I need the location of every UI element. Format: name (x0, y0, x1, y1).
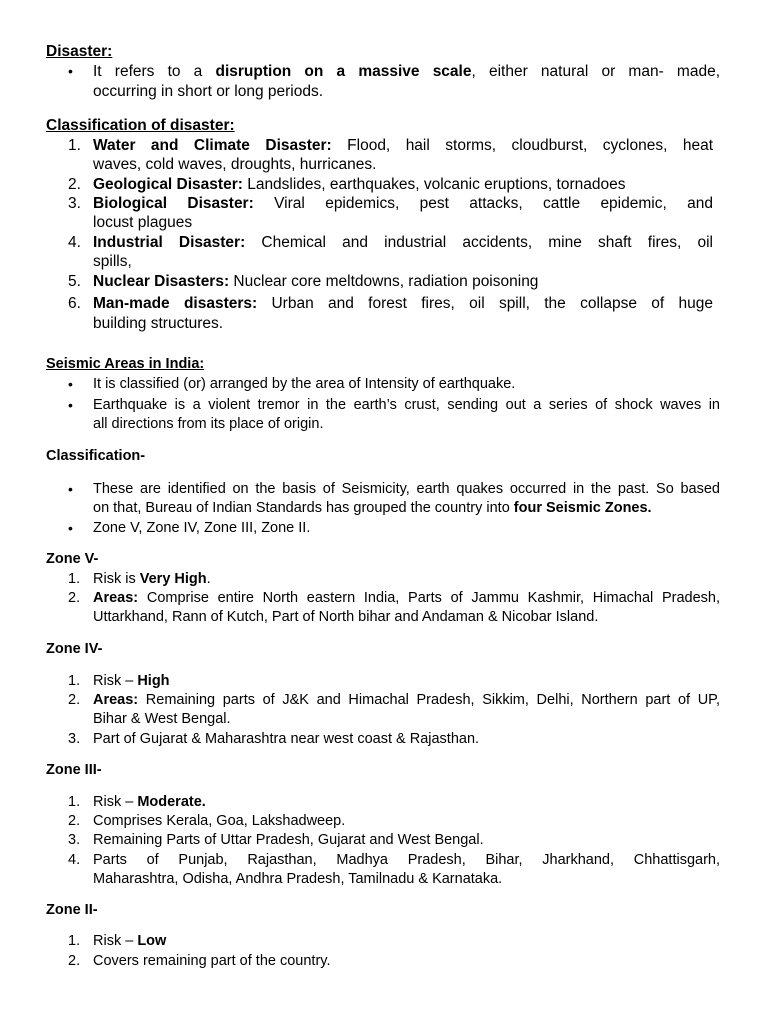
seismic-bullet-2-line1: Earthquake is a violent tremor in the earth’s crust, sending out a series of shock waves in (93, 397, 720, 413)
zone-iii-risk: Risk – Moderate. (93, 794, 206, 810)
zone-iii-item-4-line1: Parts of Punjab, Rajasthan, Madhya Pradesh, Bihar, Jharkhand, Chhattisgarh, (93, 852, 720, 868)
list-number: 1. (68, 137, 81, 154)
heading-zone-ii: Zone II- (46, 902, 98, 918)
list-number: 3. (68, 832, 81, 848)
list-number: 3. (68, 731, 81, 747)
zone-iii-item-3: Remaining Parts of Uttar Pradesh, Gujarat and West Bengal. (93, 832, 484, 848)
seismic-bullet-1: It is classified (or) arranged by the area of Intensity of earthquake. (93, 376, 516, 392)
disaster-type-item: Man-made disasters: Urban and forest fires, oil spill, the collapse of huge (93, 295, 713, 312)
list-number: 6. (68, 295, 81, 312)
list-number: 5. (68, 273, 81, 290)
heading-seismic-areas: Seismic Areas in India: (46, 356, 205, 372)
zone-iv-areas-line1: Areas: Remaining parts of J&K and Himachal Pradesh, Sikkim, Delhi, Northern part of UP, (93, 692, 720, 708)
list-number: 1. (68, 933, 81, 949)
zone-v-risk: Risk is Very High. (93, 571, 211, 587)
zone-v-areas-line2: Uttarkhand, Rann of Kutch, Part of North bihar and Andaman & Nicobar Island. (93, 609, 599, 625)
heading-disaster: Disaster: (46, 43, 113, 60)
heading-zone-iii: Zone III- (46, 762, 102, 778)
disaster-type-item: Geological Disaster: Landslides, earthquakes, volcanic eruptions, tornadoes (93, 176, 626, 193)
classification-bullet-1-line2: on that, Bureau of Indian Standards has grouped the country into four Seismic Zones. (93, 500, 652, 516)
zone-iv-areas-line2: Bihar & West Bengal. (93, 711, 231, 727)
list-number: 4. (68, 234, 81, 251)
list-number: 3. (68, 195, 81, 212)
list-number: 2. (68, 590, 81, 606)
bullet: • (68, 376, 73, 392)
list-number: 1. (68, 794, 81, 810)
zone-iv-risk: Risk – High (93, 673, 170, 689)
list-number: 2. (68, 813, 81, 829)
disaster-type-item: Biological Disaster: Viral epidemics, pest attacks, cattle epidemic, and (93, 195, 713, 212)
zone-ii-risk: Risk – Low (93, 933, 167, 949)
list-number: 1. (68, 571, 81, 587)
zone-iv-item-3: Part of Gujarat & Maharashtra near west coast & Rajasthan. (93, 731, 480, 747)
zone-ii-item-2: Covers remaining part of the country. (93, 953, 331, 969)
disaster-definition-line1: It refers to a disruption on a massive scale, either natural or man- made, (93, 63, 720, 80)
disaster-type-item: Nuclear Disasters: Nuclear core meltdowns, radiation poisoning (93, 273, 539, 290)
disaster-type-item-cont: waves, cold waves, droughts, hurricanes. (93, 156, 377, 173)
bullet: • (68, 397, 73, 413)
disaster-type-item: Industrial Disaster: Chemical and industrial accidents, mine shaft fires, oil (93, 234, 714, 251)
heading-zone-iv: Zone IV- (46, 641, 103, 657)
zone-iii-item-2: Comprises Kerala, Goa, Lakshadweep. (93, 813, 346, 829)
seismic-bullet-2-line2: all directions from its place of origin. (93, 416, 324, 432)
bullet: • (68, 63, 73, 79)
classification-bullet-2: Zone V, Zone IV, Zone III, Zone II. (93, 520, 311, 536)
disaster-type-item-cont: locust plagues (93, 214, 193, 231)
disaster-type-item-cont: spills, (93, 253, 132, 270)
list-number: 2. (68, 692, 81, 708)
list-number: 4. (68, 852, 81, 868)
heading-zone-v: Zone V- (46, 551, 99, 567)
zone-v-areas-line1: Areas: Comprise entire North eastern India, Parts of Jammu Kashmir, Himachal Pradesh, (93, 590, 720, 606)
zone-iii-item-4-line2: Maharashtra, Odisha, Andhra Pradesh, Tamilnadu & Karnataka. (93, 871, 503, 887)
bullet: • (68, 481, 73, 497)
disaster-type-item: Water and Climate Disaster: Flood, hail storms, cloudburst, cyclones, heat (93, 137, 714, 154)
classification-bullet-1-line1: These are identified on the basis of Seismicity, earth quakes occurred in the past. So based (93, 481, 720, 497)
list-number: 2. (68, 176, 81, 193)
heading-classification: Classification- (46, 448, 146, 464)
disaster-definition-line2: occurring in short or long periods. (93, 83, 324, 100)
list-number: 2. (68, 953, 81, 969)
bullet: • (68, 520, 73, 536)
list-number: 1. (68, 673, 81, 689)
disaster-type-item-cont: building structures. (93, 315, 224, 332)
heading-classification-of-disaster: Classification of disaster: (46, 117, 235, 134)
